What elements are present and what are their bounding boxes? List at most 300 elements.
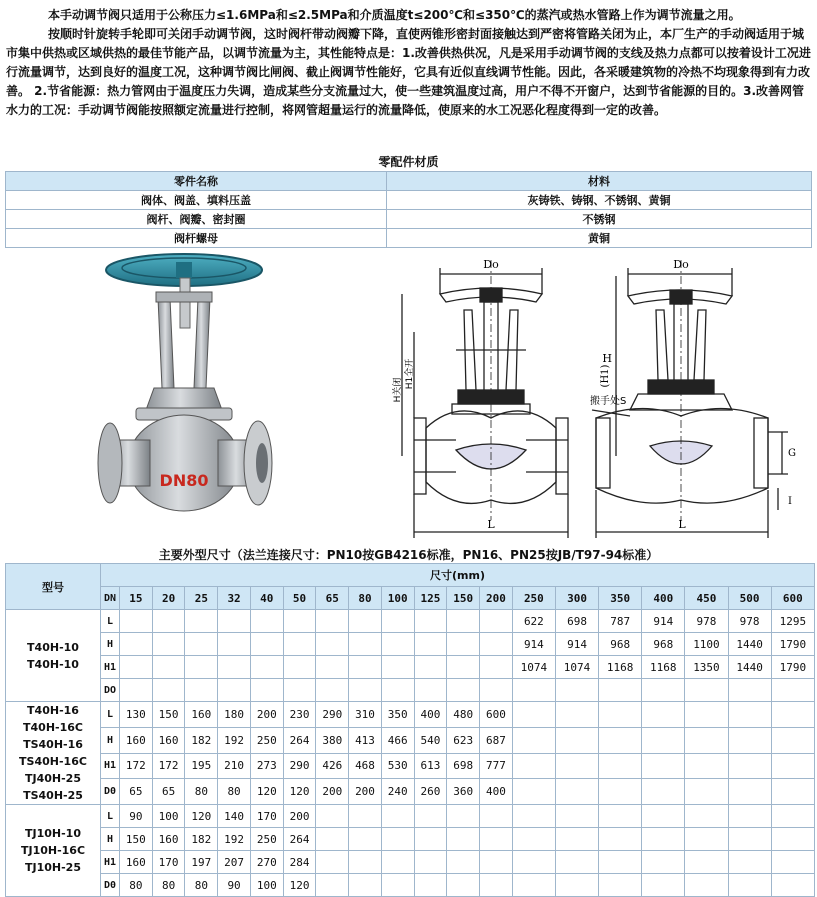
h1-open-label: H1全开 <box>405 358 415 390</box>
table-row <box>6 633 815 656</box>
dn-size: 600 <box>771 587 814 610</box>
dimension-value <box>642 779 685 805</box>
dimension-value <box>599 702 642 728</box>
dn-size: 32 <box>218 587 251 610</box>
dimension-value: 170 <box>250 805 283 828</box>
dimension-value <box>771 727 814 753</box>
dimension-value <box>599 727 642 753</box>
dimension-value: 180 <box>218 702 251 728</box>
dimension-value: 260 <box>414 779 447 805</box>
dimension-value: 80 <box>218 779 251 805</box>
dimension-value: 1790 <box>771 656 814 679</box>
table-row <box>6 753 815 779</box>
materials-header-material: 材料 <box>387 172 812 191</box>
dimension-value: 284 <box>283 851 316 874</box>
l-label: L <box>487 518 495 531</box>
dimension-value <box>152 679 185 702</box>
dimension-value: 530 <box>381 753 414 779</box>
dimension-value <box>512 874 555 897</box>
dimension-value <box>685 679 728 702</box>
dimension-value <box>642 679 685 702</box>
dimension-code: L <box>101 610 120 633</box>
dn-size: 150 <box>447 587 480 610</box>
dimension-value: 968 <box>599 633 642 656</box>
do-label: Do <box>673 258 689 271</box>
drawing-threaded <box>582 250 812 542</box>
table-row <box>6 727 815 753</box>
dimension-code: D0 <box>101 874 120 897</box>
g-label: G <box>788 448 796 459</box>
dimension-value <box>685 727 728 753</box>
dn-size: 25 <box>185 587 218 610</box>
dimension-value <box>555 779 598 805</box>
dimension-value: 777 <box>480 753 513 779</box>
dimension-value: 400 <box>414 702 447 728</box>
dimension-value <box>283 656 316 679</box>
dimension-value: 270 <box>250 851 283 874</box>
dimension-value <box>316 805 349 828</box>
dimension-value <box>120 679 153 702</box>
dimension-value <box>447 805 480 828</box>
drawing-flanged <box>393 250 586 542</box>
dimension-value <box>316 679 349 702</box>
dimension-value <box>642 874 685 897</box>
dimension-value: 182 <box>185 727 218 753</box>
model-name: TJ10H-10 <box>25 827 81 840</box>
dimension-value: 160 <box>185 702 218 728</box>
dimension-value <box>414 851 447 874</box>
dimension-value <box>447 633 480 656</box>
dimension-value: 350 <box>381 702 414 728</box>
dimension-value: 413 <box>349 727 382 753</box>
dimension-value <box>414 633 447 656</box>
dimension-value: 622 <box>512 610 555 633</box>
dimension-value <box>771 874 814 897</box>
table-row <box>6 851 815 874</box>
dimension-value <box>381 679 414 702</box>
dimension-value <box>771 828 814 851</box>
dimension-value <box>120 633 153 656</box>
dimension-value: 1168 <box>599 656 642 679</box>
dimension-code: DO <box>101 679 120 702</box>
dimension-value <box>555 851 598 874</box>
dimension-value <box>152 633 185 656</box>
dimension-value: 160 <box>120 727 153 753</box>
dimension-value: 914 <box>555 633 598 656</box>
materials-material: 不锈钢 <box>387 210 812 229</box>
dimension-value <box>414 828 447 851</box>
dimension-value <box>414 679 447 702</box>
dimension-value: 250 <box>250 828 283 851</box>
dimension-value <box>685 702 728 728</box>
dimension-value <box>512 779 555 805</box>
dimension-value: 200 <box>250 702 283 728</box>
dimension-value <box>685 779 728 805</box>
dimensions-table <box>5 563 815 897</box>
dimension-code: H <box>101 633 120 656</box>
dimension-value <box>642 805 685 828</box>
dn-size: 300 <box>555 587 598 610</box>
dimension-value: 200 <box>349 779 382 805</box>
table-row <box>6 828 815 851</box>
dimension-value: 210 <box>218 753 251 779</box>
dimension-value <box>250 679 283 702</box>
materials-part: 阀杆螺母 <box>6 229 387 248</box>
materials-header-part: 零件名称 <box>6 172 387 191</box>
dimension-value <box>480 610 513 633</box>
dimension-value <box>349 874 382 897</box>
dimension-value <box>447 828 480 851</box>
dimension-value <box>771 805 814 828</box>
dimension-value <box>685 828 728 851</box>
dimension-value: 200 <box>316 779 349 805</box>
dimension-value <box>250 633 283 656</box>
dn-label: DN <box>101 587 120 610</box>
dimension-value <box>555 702 598 728</box>
dimension-value: 100 <box>152 805 185 828</box>
column-size: 尺寸(mm) <box>101 564 815 587</box>
dimension-value <box>414 874 447 897</box>
dimension-value <box>316 633 349 656</box>
dimension-value <box>480 874 513 897</box>
dimension-value <box>642 828 685 851</box>
dimension-value <box>728 874 771 897</box>
dimensions-title: 主要外型尺寸（法兰连接尺寸：PN10按GB4216标准，PN16、PN25按JB/T97-94标准） <box>158 548 659 562</box>
dimension-value: 290 <box>283 753 316 779</box>
dimension-value <box>599 753 642 779</box>
dn-size: 100 <box>381 587 414 610</box>
dimension-value <box>381 874 414 897</box>
dimension-value <box>414 656 447 679</box>
model-cell <box>6 805 101 897</box>
dimension-value <box>480 633 513 656</box>
dimension-value: 65 <box>120 779 153 805</box>
dimension-value <box>771 779 814 805</box>
dimension-value: 1074 <box>555 656 598 679</box>
dimension-value: 160 <box>152 727 185 753</box>
dimension-value <box>555 805 598 828</box>
table-row <box>6 679 815 702</box>
dimension-value <box>512 828 555 851</box>
dimension-value: 120 <box>185 805 218 828</box>
dimension-value: 192 <box>218 828 251 851</box>
dimension-value: 1100 <box>685 633 728 656</box>
dimension-value: 150 <box>120 828 153 851</box>
dimension-value: 182 <box>185 828 218 851</box>
dimension-value: 120 <box>283 874 316 897</box>
dimension-value: 250 <box>250 727 283 753</box>
dimension-value: 290 <box>316 702 349 728</box>
dimension-value: 1440 <box>728 656 771 679</box>
dimension-value <box>447 851 480 874</box>
dimension-value: 100 <box>250 874 283 897</box>
dimension-value: 1790 <box>771 633 814 656</box>
dimension-value <box>349 610 382 633</box>
intro-paragraph-1: 本手动调节阀只适用于公称压力≤1.6MPa和≤2.5MPa和介质温度t≤200℃和≤350℃的蒸汽或热水管路上作为调节流量之用。 <box>48 8 741 22</box>
dimension-value <box>447 610 480 633</box>
dimension-value: 65 <box>152 779 185 805</box>
valve-photo <box>92 248 292 540</box>
dimension-value: 240 <box>381 779 414 805</box>
dimension-code: H <box>101 727 120 753</box>
dimension-value <box>447 874 480 897</box>
dimension-code: L <box>101 702 120 728</box>
dimension-value <box>120 610 153 633</box>
dimension-value <box>185 633 218 656</box>
dimension-value: 1074 <box>512 656 555 679</box>
dimension-value <box>728 828 771 851</box>
dimension-value <box>316 874 349 897</box>
model-name: TJ10H-16C <box>20 844 86 857</box>
dimension-value: 698 <box>555 610 598 633</box>
model-name: TS40H-16 <box>23 738 83 751</box>
dimension-value: 195 <box>185 753 218 779</box>
dimension-value <box>349 633 382 656</box>
model-name: T40H-10 <box>27 640 79 654</box>
dimension-value <box>599 851 642 874</box>
dimension-value <box>771 753 814 779</box>
dimension-value <box>218 656 251 679</box>
l-label: L <box>678 518 686 531</box>
dimension-value <box>381 828 414 851</box>
dn-size: 80 <box>349 587 382 610</box>
dimension-value <box>316 610 349 633</box>
dimension-value <box>480 679 513 702</box>
dimension-value <box>555 727 598 753</box>
dimension-value <box>283 633 316 656</box>
model-cell <box>6 610 101 702</box>
table-row <box>6 779 815 805</box>
dimension-value <box>152 610 185 633</box>
dimension-value: 230 <box>283 702 316 728</box>
model-name: T40H-16C <box>23 721 83 734</box>
dimension-value: 264 <box>283 828 316 851</box>
dimension-value: 1295 <box>771 610 814 633</box>
dimension-code: H1 <box>101 851 120 874</box>
dimension-value <box>185 679 218 702</box>
dimension-value <box>480 805 513 828</box>
dimension-value: 978 <box>685 610 728 633</box>
dimension-code: H <box>101 828 120 851</box>
table-row <box>6 874 815 897</box>
dimension-value <box>512 753 555 779</box>
dimension-value <box>480 828 513 851</box>
materials-material: 黄铜 <box>387 229 812 248</box>
dn-size: 200 <box>480 587 513 610</box>
dimension-value <box>555 753 598 779</box>
dimension-value: 468 <box>349 753 382 779</box>
dimension-value <box>599 779 642 805</box>
materials-title: 零配件材质 <box>378 155 439 169</box>
dimension-value <box>555 874 598 897</box>
materials-table <box>5 171 812 248</box>
dimension-value <box>316 851 349 874</box>
dimension-value <box>120 656 153 679</box>
dimension-value <box>414 805 447 828</box>
dn-size: 400 <box>642 587 685 610</box>
dimension-value: 120 <box>250 779 283 805</box>
dimension-value: 1350 <box>685 656 728 679</box>
dimension-value: 197 <box>185 851 218 874</box>
wrench-label: 搬手处S <box>590 396 627 407</box>
dimension-value <box>512 727 555 753</box>
model-name: T40H-16 <box>27 704 79 717</box>
dimension-value <box>283 610 316 633</box>
dimension-value <box>771 702 814 728</box>
dn-size: 20 <box>152 587 185 610</box>
dn-size: 40 <box>250 587 283 610</box>
dimension-value: 466 <box>381 727 414 753</box>
table-row <box>6 656 815 679</box>
dimension-value <box>728 805 771 828</box>
dimension-value <box>283 679 316 702</box>
dimension-value: 360 <box>447 779 480 805</box>
dimension-value: 787 <box>599 610 642 633</box>
dimension-value <box>728 753 771 779</box>
dimension-value: 1168 <box>642 656 685 679</box>
model-name: TS40H-25 <box>23 789 83 802</box>
dn-size: 450 <box>685 587 728 610</box>
body-marking: DN80 <box>159 471 209 490</box>
dimension-value: 978 <box>728 610 771 633</box>
model-name: TS40H-16C <box>19 755 87 768</box>
dimension-code: L <box>101 805 120 828</box>
dimension-value <box>642 702 685 728</box>
dimension-value <box>480 656 513 679</box>
dimension-code: H1 <box>101 753 120 779</box>
model-name: T40H-10 <box>27 657 79 671</box>
intro-paragraph-2: 按顺时针旋转手轮即可关闭手动调节阀，这时阀杆带动阀瓣下降，直使两锥形密封面接触达到严密将管路关闭为止，本厂生产的手动阀适用于城市集中供热或区域供热的最佳节能产品，以调节流量为主，其性能特点是：1.改善供热供况，凡是采用手动调节阀的支线及热力点都可以按着设计工况进行流量调节，达到良好的温度工况，这种调节阀比闸阀、截止阀调节性能好，它具有近似直线调节性能。因此，各采暖建筑物的冷热不均现象得到有力改善。 2.节省能源：热力管网由于温度压力失调，造成某些分支流量过大，使一些建筑温度过高，用户不得不开窗户，达到节省能源的目的。3.改善网管水力的工况：手动调节阀能按照额定流量进行控制，将网管超量运行的流量降低，使原来的水工况恶化程度得到一定的改善。 <box>6 27 811 117</box>
dn-size: 250 <box>512 587 555 610</box>
dimension-value: 172 <box>152 753 185 779</box>
dn-size: 15 <box>120 587 153 610</box>
dimension-value: 90 <box>218 874 251 897</box>
model-cell <box>6 702 101 805</box>
model-name: TJ10H-25 <box>25 861 81 874</box>
dimension-value: 600 <box>480 702 513 728</box>
dimension-value: 150 <box>152 702 185 728</box>
dimension-value <box>599 805 642 828</box>
dimension-value: 120 <box>283 779 316 805</box>
dimension-value <box>685 753 728 779</box>
dimension-value: 1440 <box>728 633 771 656</box>
dimension-value <box>218 610 251 633</box>
h-closed-label: H关闭 <box>393 377 403 403</box>
dimension-value <box>728 679 771 702</box>
dimension-value: 80 <box>120 874 153 897</box>
dimension-value: 480 <box>447 702 480 728</box>
dimension-value <box>642 727 685 753</box>
dimension-value: 698 <box>447 753 480 779</box>
dimension-value <box>685 805 728 828</box>
dn-size: 50 <box>283 587 316 610</box>
dimension-value <box>480 851 513 874</box>
h1-label: (H1) <box>600 364 611 388</box>
dimension-value <box>218 633 251 656</box>
dimension-value <box>414 610 447 633</box>
dimension-value <box>349 828 382 851</box>
dimension-value <box>381 610 414 633</box>
dimension-value <box>642 753 685 779</box>
dimension-value <box>316 656 349 679</box>
dimension-value <box>185 610 218 633</box>
dimension-value <box>381 633 414 656</box>
dimension-value <box>728 779 771 805</box>
dimension-value: 264 <box>283 727 316 753</box>
dimension-value <box>381 805 414 828</box>
model-name: TJ40H-25 <box>25 772 81 785</box>
dimension-value <box>349 805 382 828</box>
dimension-value: 160 <box>152 828 185 851</box>
dimension-value: 613 <box>414 753 447 779</box>
dimension-value: 623 <box>447 727 480 753</box>
dimension-value <box>599 828 642 851</box>
dimension-value: 207 <box>218 851 251 874</box>
dn-size: 125 <box>414 587 447 610</box>
column-model: 型号 <box>6 564 101 610</box>
dimension-value <box>218 679 251 702</box>
dimension-value: 172 <box>120 753 153 779</box>
dimension-value <box>685 851 728 874</box>
dimension-value <box>316 828 349 851</box>
dimension-value: 80 <box>185 874 218 897</box>
dimension-value: 310 <box>349 702 382 728</box>
materials-material: 灰铸铁、铸钢、不锈钢、黄铜 <box>387 191 812 210</box>
dimension-value <box>685 874 728 897</box>
i-label: I <box>788 496 792 507</box>
dimension-value <box>512 679 555 702</box>
dimension-value <box>771 679 814 702</box>
dimension-value <box>728 702 771 728</box>
dimension-value: 540 <box>414 727 447 753</box>
dimension-value: 192 <box>218 727 251 753</box>
table-row <box>6 610 815 633</box>
dimension-value: 200 <box>283 805 316 828</box>
dimension-value: 130 <box>120 702 153 728</box>
dimension-value <box>512 851 555 874</box>
dimension-value <box>349 679 382 702</box>
dimension-value <box>185 656 218 679</box>
dimension-value: 968 <box>642 633 685 656</box>
materials-part: 阀体、阀盖、填料压盖 <box>6 191 387 210</box>
dimension-value <box>642 851 685 874</box>
table-row <box>6 805 815 828</box>
do-label: Do <box>483 258 499 271</box>
dimension-value <box>599 874 642 897</box>
dimension-value <box>771 851 814 874</box>
dimension-value: 914 <box>642 610 685 633</box>
dimension-value <box>555 679 598 702</box>
dimension-value <box>349 656 382 679</box>
dimension-value <box>250 656 283 679</box>
dimension-value: 400 <box>480 779 513 805</box>
dimension-value <box>349 851 382 874</box>
dimension-value <box>728 727 771 753</box>
dn-size: 65 <box>316 587 349 610</box>
table-row <box>6 702 815 728</box>
dimension-value <box>381 851 414 874</box>
dimension-value <box>512 702 555 728</box>
dn-size: 350 <box>599 587 642 610</box>
dimension-value <box>152 656 185 679</box>
dimension-value: 687 <box>480 727 513 753</box>
dimension-code: D0 <box>101 779 120 805</box>
dimension-value: 160 <box>120 851 153 874</box>
materials-part: 阀杆、阀瓣、密封圈 <box>6 210 387 229</box>
dimension-value: 380 <box>316 727 349 753</box>
dimension-value: 273 <box>250 753 283 779</box>
dimension-value <box>555 828 598 851</box>
